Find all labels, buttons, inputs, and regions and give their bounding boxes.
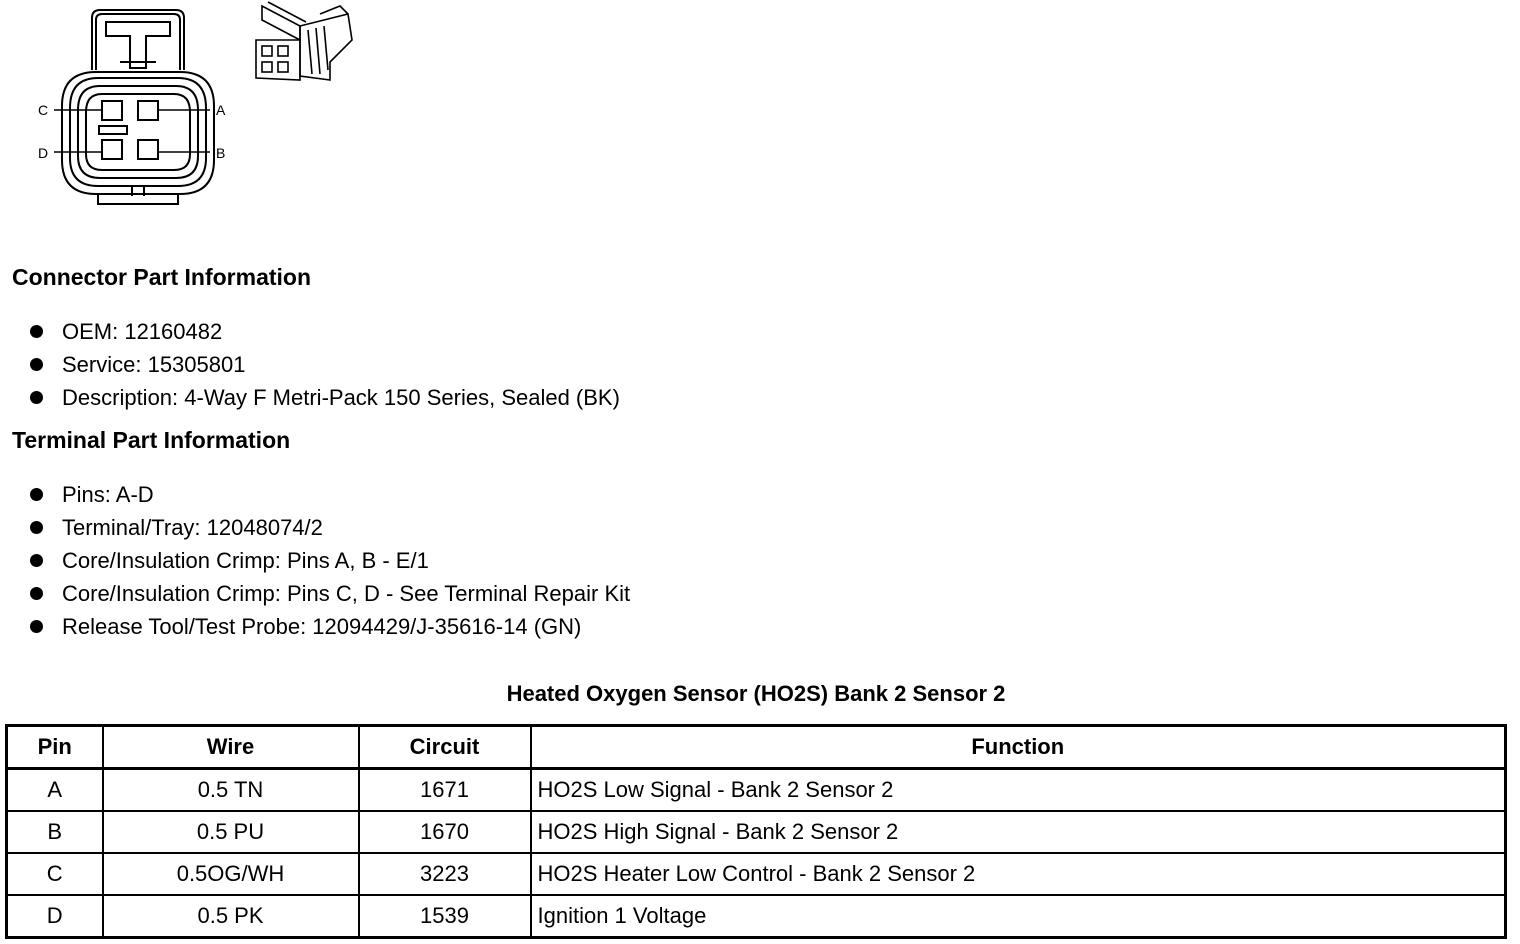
list-item: Core/Insulation Crimp: Pins A, B - E/1	[28, 544, 630, 577]
pin-label-a: A	[216, 102, 226, 118]
pin-label-d: D	[38, 145, 49, 161]
cell-circuit: 1539	[359, 895, 531, 938]
list-item: Core/Insulation Crimp: Pins C, D - See Terminal Repair Kit	[28, 577, 630, 610]
header-circuit: Circuit	[359, 726, 531, 769]
connector-isometric-icon	[256, 2, 352, 80]
pin-label-b: B	[216, 145, 226, 161]
header-function: Function	[531, 726, 1506, 769]
bullet-icon	[30, 587, 43, 600]
bullet-icon	[30, 620, 43, 633]
cell-pin: B	[7, 811, 103, 853]
bullet-icon	[30, 325, 43, 338]
cell-function: HO2S Low Signal - Bank 2 Sensor 2	[531, 769, 1506, 812]
connector-part-info-list	[28, 315, 620, 414]
cell-pin: D	[7, 895, 103, 938]
list-item: Service: 15305801	[28, 348, 620, 381]
connector-diagram	[0, 0, 380, 230]
list-item: Description: 4-Way F Metri-Pack 150 Series, Sealed (BK)	[28, 381, 620, 414]
cell-pin: C	[7, 853, 103, 895]
terminal-part-info-list	[28, 478, 630, 643]
cell-wire: 0.5 PK	[103, 895, 359, 938]
cell-circuit: 3223	[359, 853, 531, 895]
cell-circuit: 1671	[359, 769, 531, 812]
terminal-part-info-heading: Terminal Part Information	[12, 427, 291, 453]
pin-label-c: C	[38, 102, 49, 118]
cell-function: HO2S High Signal - Bank 2 Sensor 2	[531, 811, 1506, 853]
table-row	[7, 769, 1506, 812]
list-item: Terminal/Tray: 12048074/2	[28, 511, 630, 544]
header-wire: Wire	[103, 726, 359, 769]
cell-wire: 0.5OG/WH	[103, 853, 359, 895]
list-item: Release Tool/Test Probe: 12094429/J-35616-14 (GN)	[28, 610, 630, 643]
bullet-icon	[30, 391, 43, 404]
cell-function: Ignition 1 Voltage	[531, 895, 1506, 938]
cell-circuit: 1670	[359, 811, 531, 853]
table-row	[7, 853, 1506, 895]
cell-pin: A	[7, 769, 103, 812]
connector-part-info-heading: Connector Part Information	[12, 264, 312, 290]
cell-wire: 0.5 PU	[103, 811, 359, 853]
bullet-icon	[30, 358, 43, 371]
bullet-icon	[30, 521, 43, 534]
table-row	[7, 895, 1506, 938]
cell-function: HO2S Heater Low Control - Bank 2 Sensor 2	[531, 853, 1506, 895]
bullet-icon	[30, 488, 43, 501]
list-item: OEM: 12160482	[28, 315, 620, 348]
table-row	[7, 811, 1506, 853]
pin-table-title: Heated Oxygen Sensor (HO2S) Bank 2 Sensor 2	[506, 681, 1006, 706]
list-item: Pins: A-D	[28, 478, 630, 511]
pin-table	[5, 724, 1507, 939]
header-pin: Pin	[7, 726, 103, 769]
bullet-icon	[30, 554, 43, 567]
cell-wire: 0.5 TN	[103, 769, 359, 812]
table-header-row	[7, 726, 1506, 769]
